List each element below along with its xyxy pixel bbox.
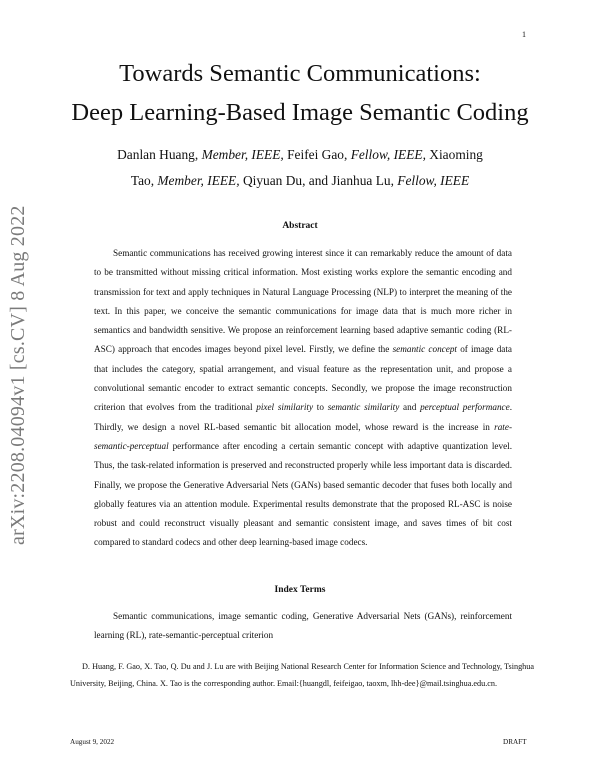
abstract-text: to [313, 402, 328, 413]
abstract-text: and [399, 402, 421, 413]
abstract-emphasis: semantic concept [392, 344, 457, 355]
abstract-text: Semantic communications has received growing interest since it can remarkably reduce the amount of data to be transmitted without missing critical information. Most existing works explore the semantic encoding and transmission for text and apply techniques in Natural Language Processing (NLP) to interpret the meaning of the text. In this paper, we conceive the semantic communications for image data that is much more richer in semantics and bandwidth sensitive. We propose an reinforcement learning based adaptive semantic coding (RL-ASC) approach that encodes images beyond pixel level. Firstly, we define the [94, 248, 512, 355]
index-terms-heading: Index Terms [274, 585, 326, 595]
author-list-line-2 [60, 173, 540, 189]
abstract-text: of image data that includes the category, spatial arrangement, and visual feature as the representation unit, and propose a convolutional semantic encoder to extract semantic concepts. Secondly, we propose the image reconstruction criterion that evolves from the traditional [94, 344, 513, 413]
abstract-text: performance after encoding a certain semantic concept with adaptive quantization level. Thus, the task-related information is preserved and reconstructed properly while less important data is discarded. Finally, we propose the Generative Adversarial Nets (GANs) based semantic decoder that fuses both locally and globally features via an attention module. Experimental results demonstrate that the proposed RL-ASC is noise robust and could reconstruct visually pleasant and semantic consistent image, and saves times of bit cost compared to standard codecs and other deep learning-based image codecs. [94, 440, 512, 548]
abstract-body [94, 244, 512, 553]
index-terms-body: Semantic communications, image semantic coding, Generative Adversarial Nets (GANs), reinforcement learning (RL), rate-semantic-perceptual criterion [94, 611, 512, 641]
page-number: 1 [522, 30, 526, 39]
author-segment: Qiyuan Du, and Jianhua Lu, [239, 173, 398, 188]
abstract-emphasis: perceptual performance [420, 402, 510, 413]
author-segment: Danlan Huang, [117, 147, 202, 162]
abstract-text: . Thirdly, we design a novel RL-based semantic bit allocation model, whose reward is the increase in [94, 402, 512, 432]
abstract-emphasis: rate-semantic-perceptual [94, 421, 512, 451]
paper-title-line-1: Towards Semantic Communications: [119, 60, 481, 87]
paper-title-line-2: Deep Learning-Based Image Semantic Coding [71, 99, 529, 126]
footer-draft-label: DRAFT [503, 738, 527, 746]
author-affiliation-title: Member, IEEE, [201, 147, 284, 162]
arxiv-identifier-stamp: arXiv:2208.04094v1 [cs.CV] 8 Aug 2022 [7, 205, 29, 545]
footer-date: August 9, 2022 [70, 738, 115, 746]
author-segment: Feifei Gao, [283, 147, 351, 162]
author-affiliation-title: Fellow, IEEE [397, 173, 470, 188]
abstract-emphasis: pixel similarity [256, 402, 314, 413]
author-segment: Xiaoming [425, 147, 483, 162]
author-list-line-1 [60, 147, 540, 163]
affiliation-footnote: D. Huang, F. Gao, X. Tao, Q. Du and J. Lu are with Beijing National Research Center for Information Science and Technology, Tsinghua University, Beijing, China. X. Tao is the corresponding author. Email:{huangdl, feifeigao, taoxm, lhh-dee}@mail.tsinghua.edu.cn. [70, 662, 534, 688]
author-segment: Tao, [130, 173, 158, 188]
abstract-heading: Abstract [282, 221, 318, 231]
author-affiliation-title: Member, IEEE, [157, 173, 240, 188]
abstract-emphasis: semantic similarity [327, 402, 400, 413]
author-affiliation-title: Fellow, IEEE, [350, 147, 426, 162]
